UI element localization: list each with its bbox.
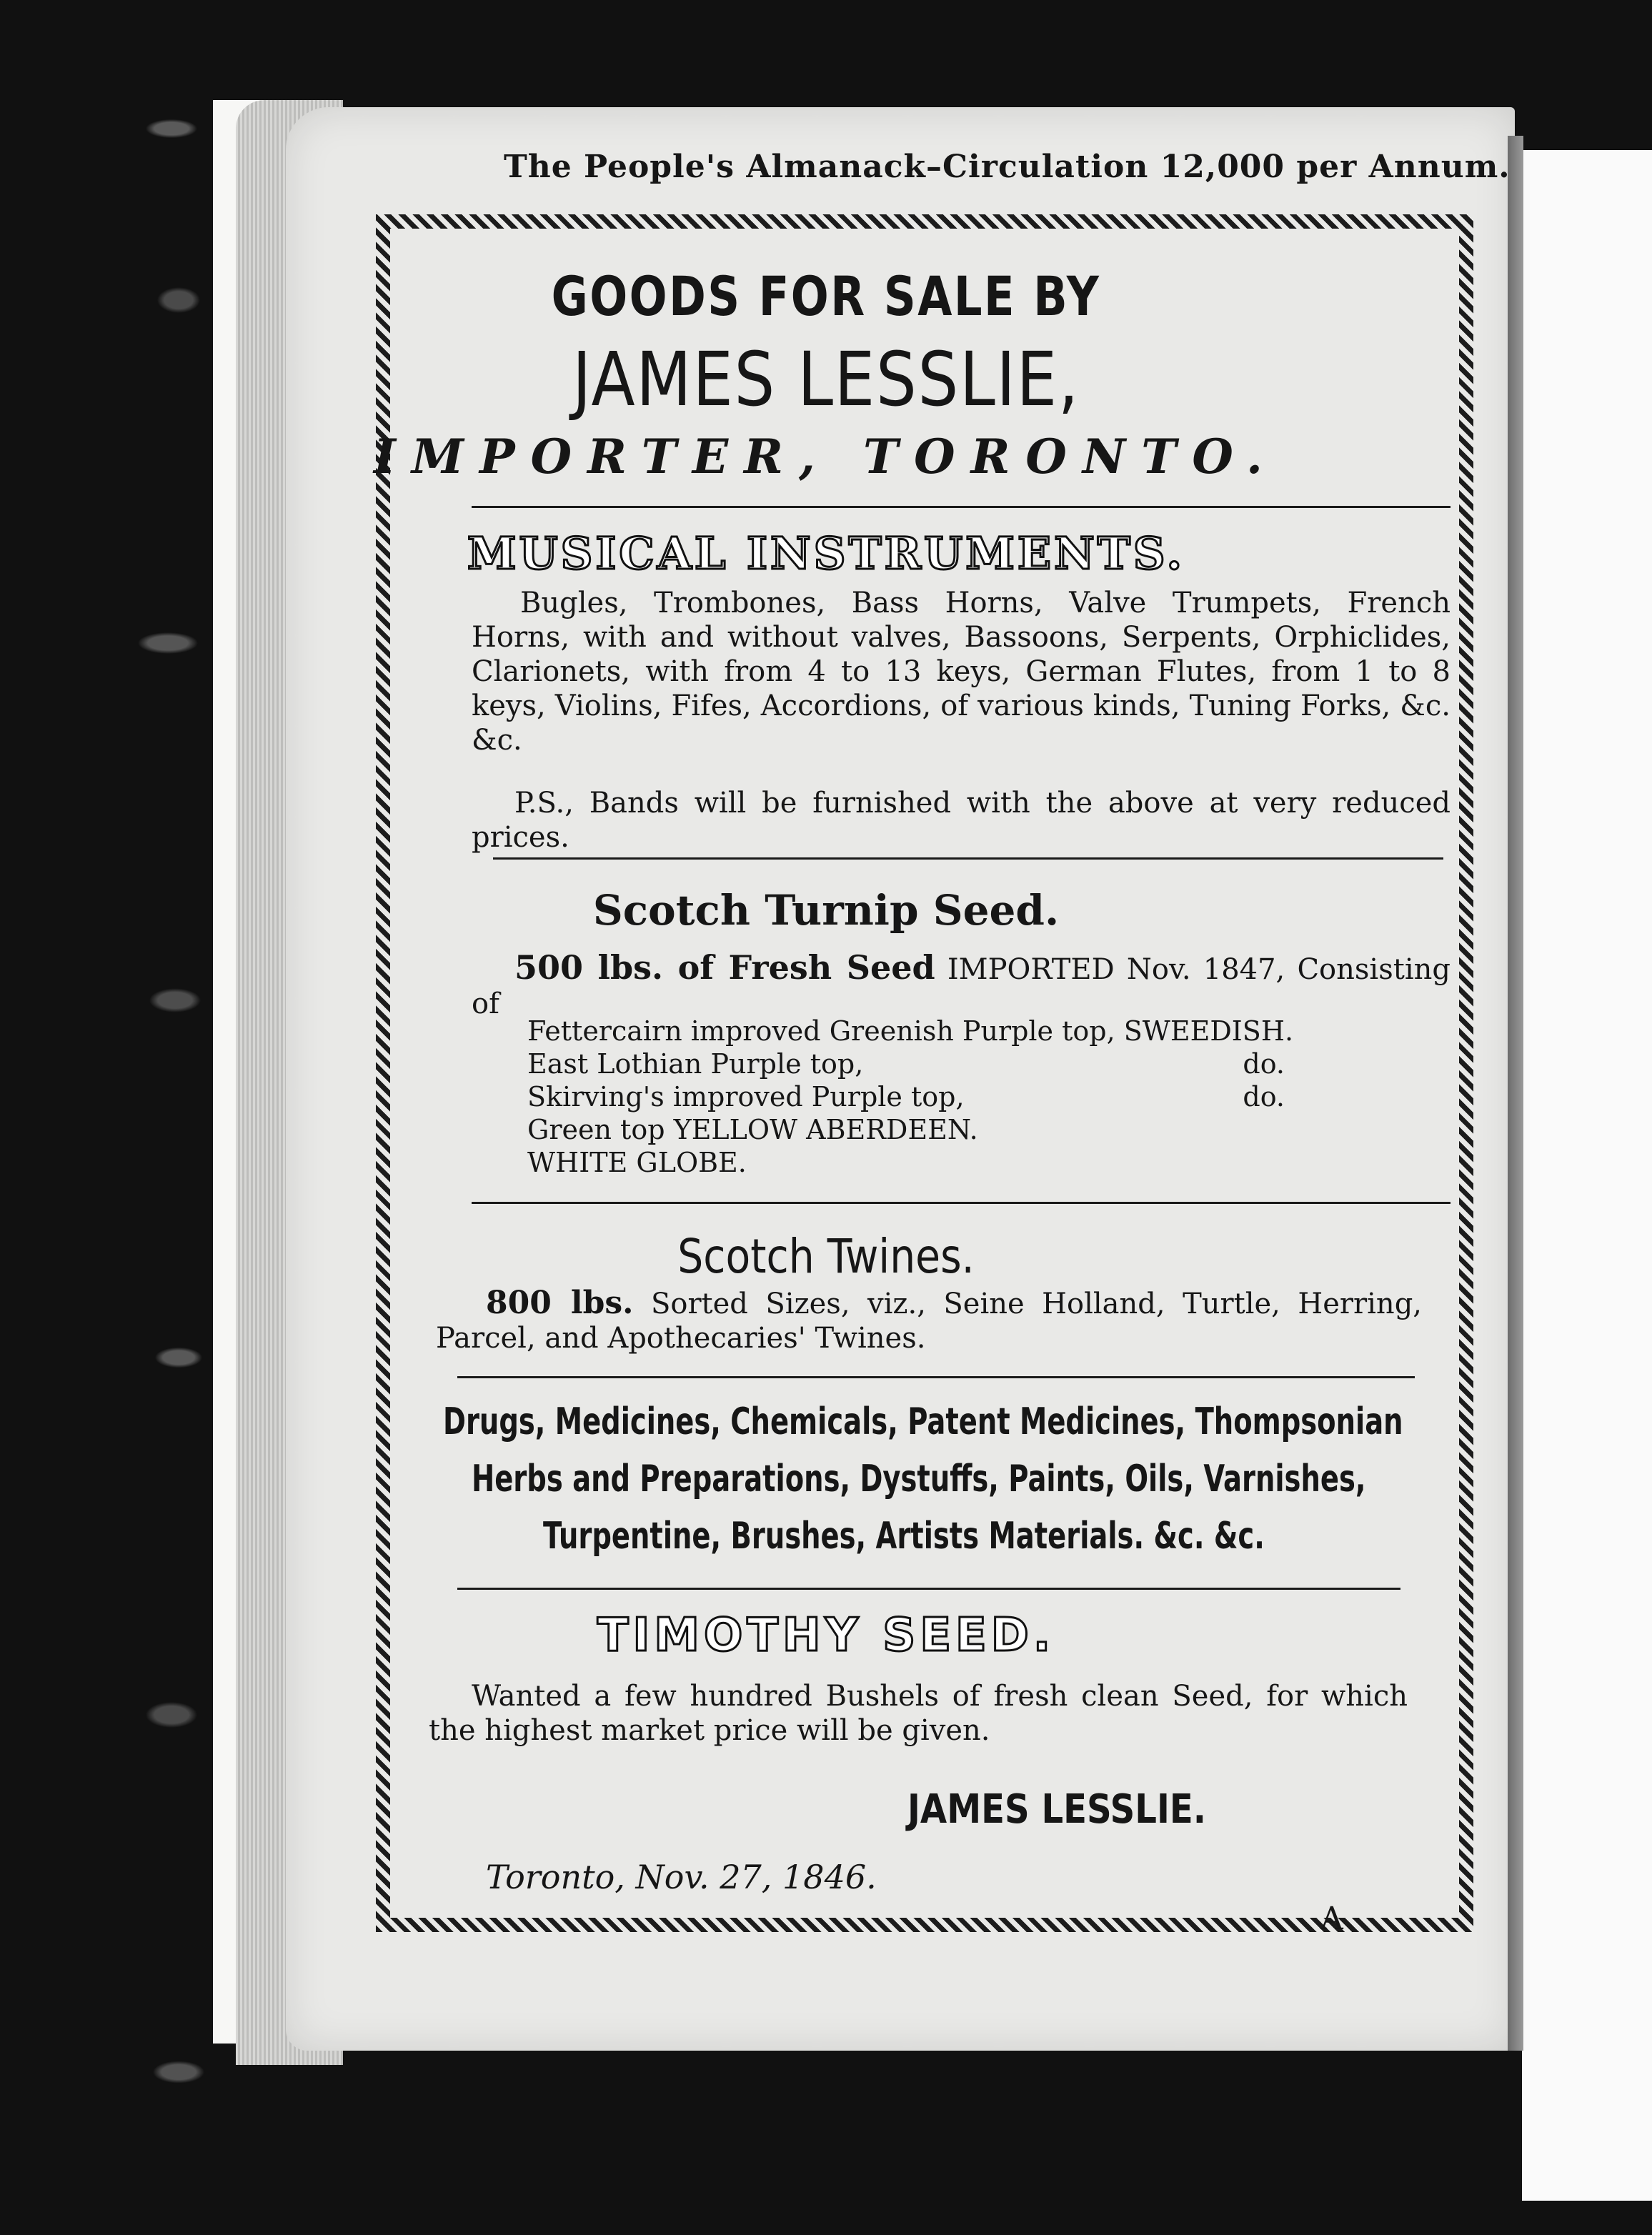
place-and-date: Toronto, Nov. 27, 1846. [486,1858,877,1896]
divider [457,1588,1400,1590]
scotch-twines-heading: Scotch Twines. [677,1229,975,1284]
musical-instruments-heading: MUSICAL INSTRUMENTS. [467,527,1185,579]
twine-sizes: Sorted Sizes, viz., Seine Holland, Turtle, Herring, Parcel, and Apothecaries' Twines. [436,1288,1423,1355]
divider [472,506,1451,508]
musical-instruments-list: Bugles, Trombones, Bass Horns, Valve Trumpets, French Horns, with and without valves, Bassoons, Serpents, Orphiclides, Clarionets, with from 4 to 13 keys, German Flutes, from 1 to 8 keys, Violins, Fifes, Accordions, of various kinds, Tuning Forks, &c. &c. [472,587,1451,757]
timothy-seed-notice: Wanted a few hundred Bushels of fresh clean Seed, for which the highest market price will be given. [429,1680,1408,1747]
turnip-variety: Skirving's improved Purple top, do. [527,1081,1285,1112]
turnip-seed-heading: Scotch Turnip Seed. [592,886,1060,935]
turnip-variety: East Lothian Purple top, do. [527,1048,1285,1080]
drugs-line-2: Herbs and Preparations, Dystuffs, Paints, Oils, Varnishes, [472,1458,1366,1500]
twine-quantity: 800 lbs. [486,1285,634,1321]
bands-postscript: P.S., Bands will be furnished with the above at very reduced prices. [472,787,1451,854]
importer-toronto-heading: IMPORTER, TORONTO. [374,429,1278,484]
turnip-variety: WHITE GLOBE. [527,1147,747,1178]
page-gutter-shadow [1508,136,1523,2051]
turnip-variety: Fettercairn improved Greenish Purple top, SWEEDISH. [527,1015,1294,1047]
page-signature-mark: A [1320,1901,1343,1937]
signature-name: JAMES LESSLIE. [907,1786,1207,1833]
turnip-seed-intro [472,950,1451,1021]
goods-for-sale-heading: GOODS FOR SALE BY [551,264,1101,328]
scotch-twines-description [436,1286,1422,1355]
merchant-name-heading: JAMES LESSLIE, [572,336,1080,423]
divider [472,1202,1451,1204]
almanack-circulation-header: The People's Almanack–Circulation 12,000 per Annum. [504,149,1511,185]
turnip-variety: Green top YELLOW ABERDEEN. [527,1114,978,1145]
turnip-variety-list [527,1015,1293,1179]
timothy-seed-heading: TIMOTHY SEED. [597,1609,1055,1662]
divider [457,1376,1415,1378]
drugs-line-1: Drugs, Medicines, Chemicals, Patent Medicines, Thompsonian [443,1400,1403,1443]
turnip-seed-quantity: 500 lbs. of Fresh Seed [514,948,935,987]
divider [493,857,1443,860]
turnip-seed-import-note: IMPORTED Nov. 1847, Consisting of [472,953,1451,1020]
drugs-line-3: Turpentine, Brushes, Artists Materials. &c. &c. [543,1515,1265,1558]
